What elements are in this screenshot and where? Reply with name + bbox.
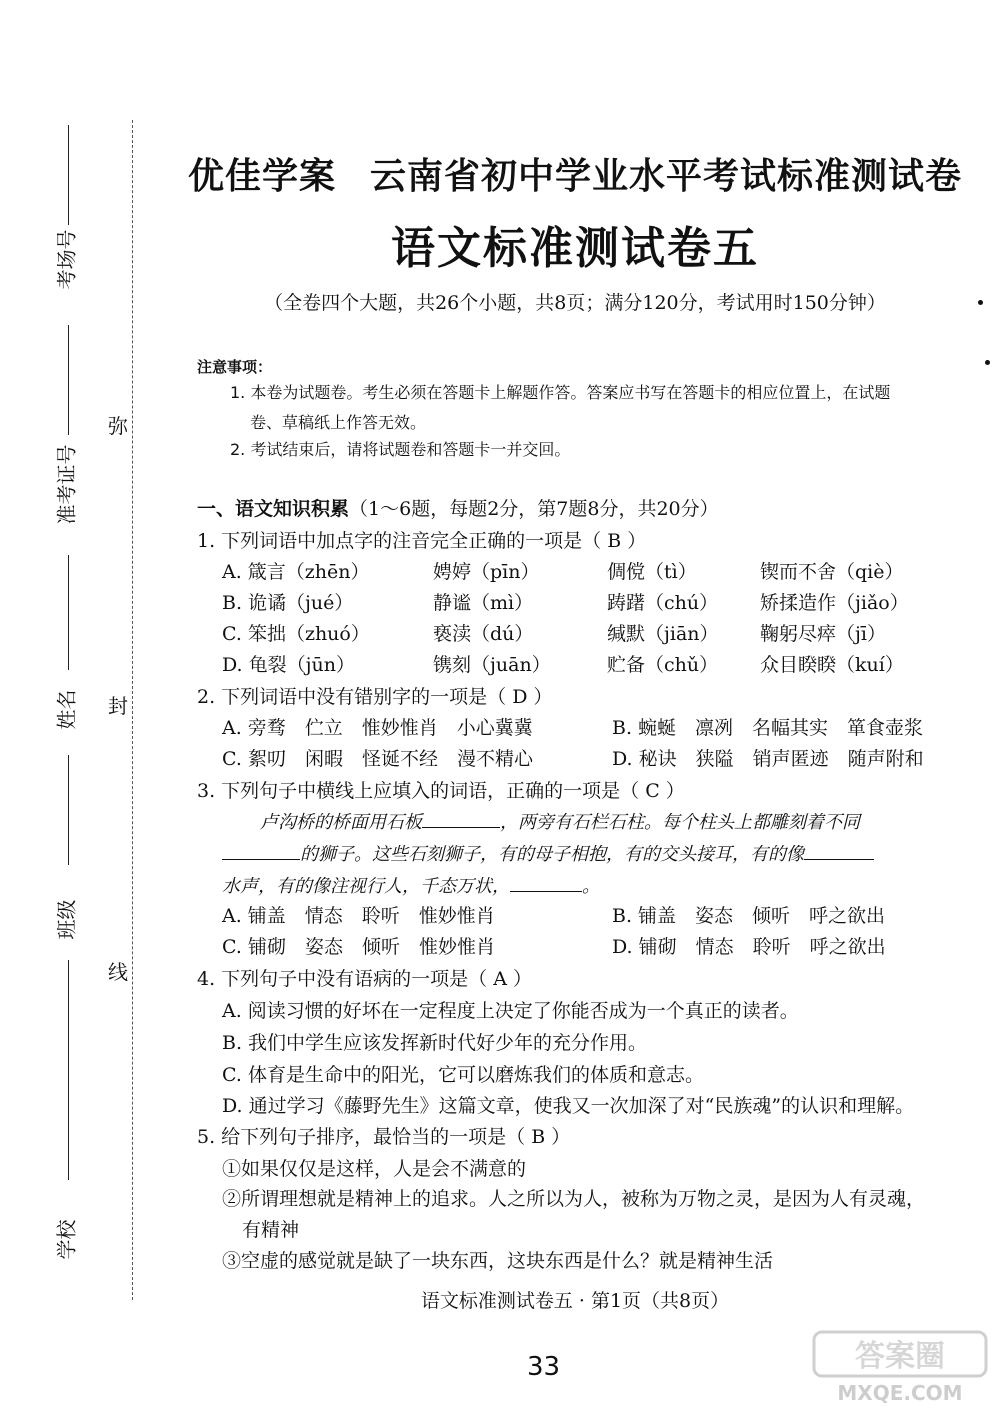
q1-row-c-col-3: 缄默（jiān） [607,623,719,645]
q1-row-c-col-1: C. 笨拙（zhuó） [222,623,370,645]
q1-row-b-col-3: 踌躇（chú） [607,592,719,614]
watermark-logo [810,1326,990,1406]
section-1-title: 一、语文知识积累 [197,498,350,520]
q3-blank-4 [510,891,582,892]
section-1-detail: （1～6题，每题2分，第7题8分，共20分） [349,498,719,520]
q3-passage-line-1 [260,808,860,834]
q3-passage-line-3 [222,872,600,898]
sidebar-label-school: 学校 [54,1219,79,1260]
q2-option-b: B. 蜿蜒 凛冽 名幅其实 箪食壶浆 [612,717,924,739]
q4-option-a: A. 阅读习惯的好坏在一定程度上决定了你能否成为一个真正的读者。 [222,1000,799,1022]
q3-passage-text: 卢沟桥的桥面用石板 [260,812,422,833]
q1-row-a-col-2: 娉婷（pīn） [433,561,540,583]
q3-blank-1 [422,827,500,828]
q2-option-d: D. 秘诀 狭隘 销声匿迹 随声附和 [612,748,924,770]
q3-option-c: C. 铺砌 姿态 倾听 惟妙惟肖 [222,936,495,958]
margin-dot-1 [978,300,983,305]
q4-option-c: C. 体育是生命中的阳光，它可以磨炼我们的体质和意志。 [222,1064,704,1086]
q1-row-a-col-3: 倜傥（tì） [607,561,697,583]
sidebar-rule-1 [68,125,69,225]
header-brand: 优佳学案 [187,155,336,197]
notice-heading: 注意事项： [197,358,273,376]
sidebar-rule-2 [68,325,69,435]
q3-passage-text: 的狮子。这些石刻狮子，有的母子相抱，有的交头接耳，有的像 [300,844,804,865]
seal-cut-line [132,120,133,1300]
q1-row-d-col-4: 众目睽睽（kuí） [760,654,904,676]
sidebar-rule-4 [68,755,69,865]
question-4-stem: 4. 下列句子中没有语病的一项是（ A ） [197,968,532,990]
q1-row-b-col-1: B. 诡谲（jué） [222,592,354,614]
seal-char-feng: 封 [108,694,128,718]
question-2-stem: 2. 下列词语中没有错别字的一项是（ D ） [197,686,553,708]
q1-row-b-col-2: 静谧（mì） [433,592,534,614]
q4-option-d: D. 通过学习《藤野先生》这篇文章，使我又一次加深了对“民族魂”的认识和理解。 [222,1095,915,1117]
sidebar-rule-5 [68,960,69,1180]
sidebar-label-name: 姓名 [54,689,79,730]
q3-blank-3 [804,859,874,860]
question-1-stem: 1. 下列词语中加点字的注音完全正确的一项是（ B ） [197,530,647,552]
q1-row-c-col-2: 亵渎（dú） [433,623,534,645]
sidebar-rule-3 [68,555,69,670]
paper-title: 语文标准测试卷五 [391,223,759,274]
question-5-stem: 5. 给下列句子排序，最恰当的一项是（ B ） [197,1126,571,1148]
watermark-site: MXQE.COM [837,1381,963,1405]
q3-passage-text: ，两旁有石栏石柱。每个柱头上都雕刻着不同 [500,812,860,833]
page-footer: 语文标准测试卷五 · 第1页（共8页） [420,1290,730,1312]
seal-char-mi: 弥 [108,414,128,438]
q3-passage-text: 。 [582,876,600,897]
sidebar-label-ticket-number: 准考证号 [54,444,79,525]
sidebar-label-exam-room: 考场号 [54,229,79,290]
notice-item-1-line-2: 卷、草稿纸上作答无效。 [250,413,427,432]
q2-option-c: C. 絮叨 闲暇 怪诞不经 漫不精心 [222,748,533,770]
watermark-text: 答案圈 [855,1339,945,1374]
q3-blank-2 [222,859,300,860]
q3-passage-line-2 [222,840,874,866]
q5-sentence-3: ③空虚的感觉就是缺了一块东西，这块东西是什么？就是精神生活 [222,1250,774,1272]
q1-row-a-col-4: 锲而不舍（qiè） [760,561,904,583]
margin-dot-2 [985,360,990,365]
q1-row-d-col-2: 镌刻（juān） [433,654,551,676]
question-3-stem: 3. 下列句子中横线上应填入的词语，正确的一项是（ C ） [197,780,685,802]
q5-sentence-2-line-1: ②所谓理想就是精神上的追求。人之所以为人，被称为万物之灵，是因为人有灵魂， [222,1188,926,1210]
q1-row-c-col-4: 鞠躬尽瘁（jī） [760,623,886,645]
q3-passage-text: 水声，有的像注视行人，千态万状， [222,876,510,897]
q1-row-d-col-3: 贮备（chǔ） [607,654,719,676]
paper-header [150,148,1000,199]
notice-item-2: 2. 考试结束后，请将试题卷和答题卡一并交回。 [230,440,571,459]
q5-sentence-1: ①如果仅仅是这样，人是会不满意的 [222,1158,527,1180]
q1-row-b-col-4: 矫揉造作（jiǎo） [760,592,909,614]
q1-row-d-col-1: D. 龟裂（jūn） [222,654,356,676]
q3-option-d: D. 铺砌 情态 聆听 呼之欲出 [612,936,886,958]
q3-option-b: B. 铺盖 姿态 倾听 呼之欲出 [612,905,886,927]
q3-option-a: A. 铺盖 情态 聆听 惟妙惟肖 [222,905,495,927]
q5-sentence-2-line-2: 有精神 [242,1219,300,1241]
sidebar-label-class: 班级 [54,899,79,940]
handwritten-page-number: 33 [527,1352,561,1382]
header-series: 云南省初中学业水平考试标准测试卷 [370,155,963,197]
watermark-logo-icon [810,1326,990,1406]
q4-option-b: B. 我们中学生应该发挥新时代好少年的充分作用。 [222,1032,648,1054]
seal-char-xian: 线 [108,960,128,984]
q1-row-a-col-1: A. 箴言（zhēn） [222,561,370,583]
q2-option-a: A. 旁骛 伫立 惟妙惟肖 小心冀冀 [222,717,533,739]
paper-subtitle: （全卷四个大题，共26个小题，共8页；满分120分，考试用时150分钟） [264,292,886,314]
notice-item-1-line-1: 1. 本卷为试题卷。考生必须在答题卡上解题作答。答案应书写在答题卡的相应位置上，在试题 [230,383,891,402]
section-1-heading [197,494,719,521]
